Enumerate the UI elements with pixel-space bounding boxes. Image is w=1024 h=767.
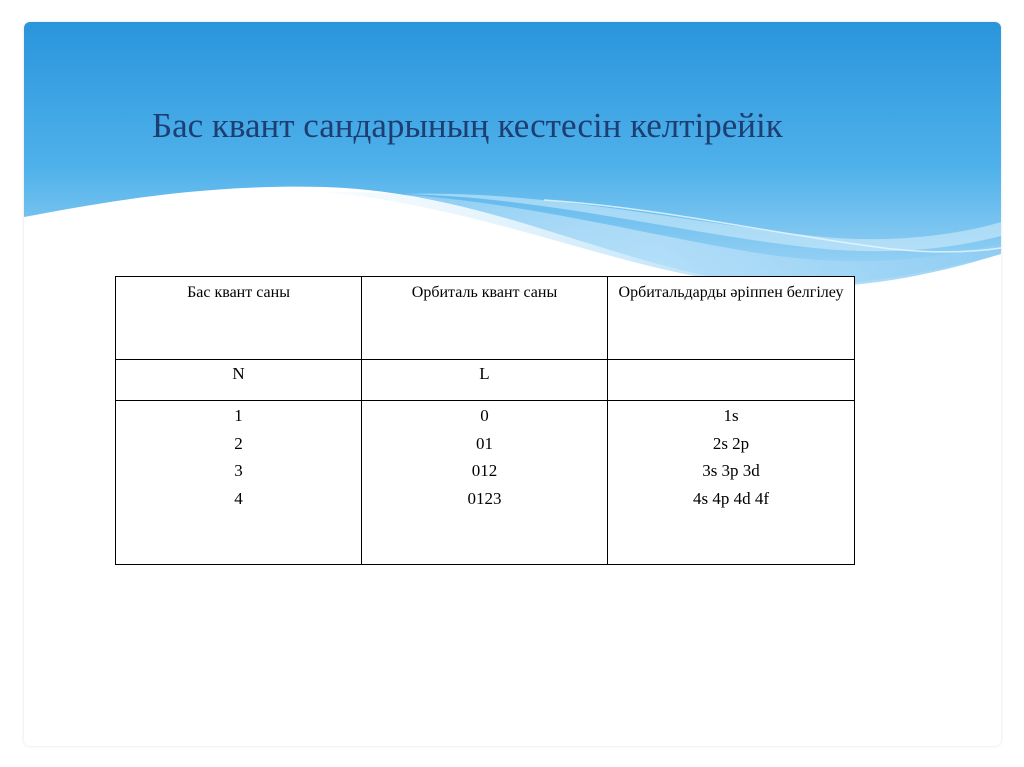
header-orbital-letter-notation — [608, 277, 855, 360]
principal-value: 3 — [234, 461, 243, 480]
header-orbital-quantum-number — [362, 277, 608, 360]
table-data-row — [116, 401, 855, 565]
slide-title: Бас квант сандарының кестесін келтірейік — [152, 106, 783, 145]
orbital-value: 0123 — [467, 488, 502, 508]
principal-value: 2 — [234, 433, 243, 453]
slide — [24, 22, 1001, 746]
orbital-value: 0 — [480, 406, 489, 425]
header-label: Бас квант саны — [187, 284, 290, 301]
header-label: Орбитальдарды әріппен белгілеу — [618, 284, 844, 301]
symbol-empty-cell — [608, 360, 855, 401]
notation-value: 3s 3p 3d — [702, 461, 760, 480]
principal-values-cell — [116, 401, 362, 565]
table-symbol-row — [116, 360, 855, 401]
header-principal-quantum-number — [116, 277, 362, 360]
principal-value: 4 — [234, 488, 243, 508]
notation-value: 4s 4p 4d 4f — [692, 488, 770, 508]
notation-values-cell — [608, 401, 855, 565]
principal-value: 1 — [234, 406, 243, 425]
header-label: Орбиталь квант саны — [411, 284, 558, 301]
symbol-n-cell: N — [116, 360, 362, 401]
orbital-values-cell — [362, 401, 608, 565]
notation-value: 1s — [723, 406, 739, 425]
symbol-l-cell: L — [362, 360, 608, 401]
table-header-row — [116, 277, 855, 360]
notation-value: 2s 2p — [712, 433, 750, 453]
orbital-value: 012 — [471, 461, 498, 480]
quantum-numbers-table — [115, 276, 855, 565]
orbital-value: 01 — [476, 433, 493, 453]
